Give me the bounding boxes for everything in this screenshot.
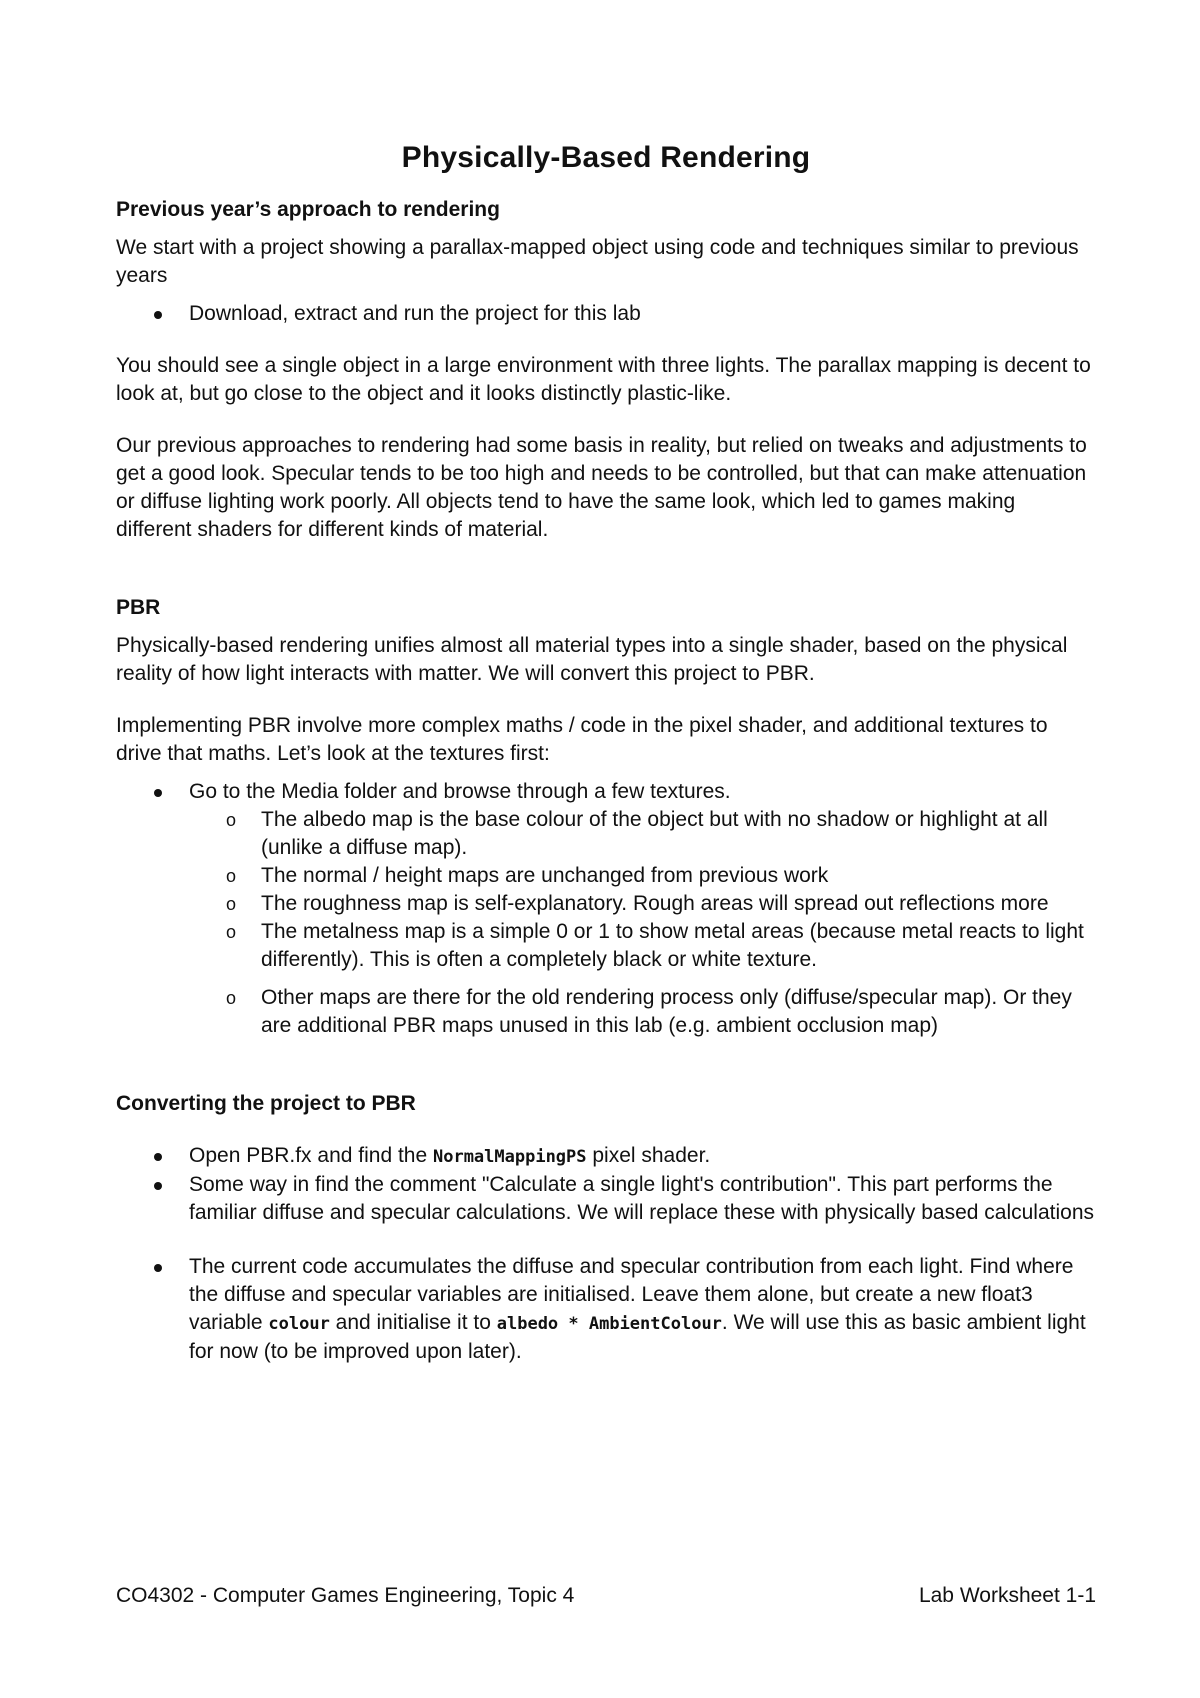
bullet-icon [154, 1153, 162, 1161]
sub-list-item [116, 984, 1096, 1040]
code-albedo-ambient: albedo * AmbientColour [496, 1314, 722, 1334]
circle-bullet-icon: o [226, 866, 237, 886]
sub-list-item-text: The metalness map is a simple 0 or 1 to show metal areas (because metal reacts to light differently). This is often a completely black or white texture. [261, 920, 1084, 971]
list-item [116, 300, 1096, 328]
paragraph-single-object: You should see a single object in a large environment with three lights. The parallax mapping is decent to look at, but go close to the object and it looks distinctly plastic-like. [116, 354, 1091, 405]
document-page [116, 140, 1096, 1366]
paragraph-previous-approaches: Our previous approaches to rendering had some basis in reality, but relied on tweaks and adjustments to get a good look. Specular tends to be too high and needs to be controlled, but that can make attenuation or diffuse lighting work poorly. All objects tend to have the same look, which led to games making different shaders for different kinds of material. [116, 434, 1087, 541]
footer-course-title: CO4302 - Computer Games Engineering, Topic 4 [116, 1584, 575, 1607]
list-item-text: pixel shader. [586, 1144, 711, 1167]
bullet-icon [154, 1182, 162, 1190]
code-colour: colour [268, 1314, 330, 1334]
sub-list-item-text: The roughness map is self-explanatory. Rough areas will spread out reflections more [261, 892, 1049, 915]
bullet-list-converting [116, 1142, 1096, 1366]
circle-bullet-icon: o [226, 894, 237, 914]
list-item-text: . We will use this as basic ambient light for now (to be improved upon later). [189, 1311, 1086, 1363]
sub-list-item [116, 806, 1096, 862]
sub-list-item [116, 890, 1096, 918]
footer-worksheet-label: Lab Worksheet 1-1 [918, 1584, 1096, 1607]
sub-list-item [116, 918, 1096, 974]
sub-list-item-text: The normal / height maps are unchanged from previous work [261, 864, 829, 887]
sub-list-item-text: Other maps are there for the old rendering process only (diffuse/specular map). Or they are additional PBR maps unused in this lab (e.g. ambient occlusion map) [261, 986, 1072, 1037]
sub-list-item [116, 862, 1096, 890]
list-item-text: Download, extract and run the project for this lab [189, 302, 641, 325]
section-heading-pbr: PBR [116, 596, 161, 619]
list-item-text: The current code accumulates the diffuse and specular contribution from each light. Find where the diffuse and specular variables are initialised. Leave them alone, but create a new float3 variable [189, 1255, 1074, 1334]
bullet-list-textures [116, 778, 1096, 1040]
code-normalmappingps: NormalMappingPS [432, 1147, 587, 1167]
bullet-list-download [116, 300, 1096, 328]
bullet-icon [154, 1264, 162, 1272]
bullet-icon [154, 789, 162, 797]
list-item-text: Go to the Media folder and browse through a few textures. [189, 780, 731, 803]
paragraph-pbr-definition: Physically-based rendering unifies almost all material types into a single shader, based on the physical reality of how light interacts with matter. We will convert this project to PBR. [116, 634, 1068, 685]
list-item [116, 1142, 1096, 1171]
paragraph-implementing-pbr: Implementing PBR involve more complex maths / code in the pixel shader, and additional textures to drive that maths. Let’s look at the textures first: [116, 714, 1048, 765]
list-item-text: and initialise it to [329, 1311, 497, 1334]
list-item-text: Some way in find the comment "Calculate a single light's contribution". This part performs the familiar diffuse and specular calculations. We will replace these with physically based calculations [189, 1173, 1095, 1224]
circle-bullet-icon: o [226, 988, 237, 1008]
circle-bullet-icon: o [226, 922, 237, 942]
section-heading-converting: Converting the project to PBR [116, 1092, 416, 1115]
page-title: Physically-Based Rendering [401, 141, 811, 174]
bullet-icon [154, 311, 162, 319]
section-heading-previous-approach: Previous year’s approach to rendering [116, 198, 500, 221]
paragraph-intro: We start with a project showing a parallax-mapped object using code and techniques similar to previous years [116, 236, 1079, 287]
list-item [116, 1171, 1096, 1227]
circle-bullet-icon: o [226, 810, 237, 830]
list-item [116, 778, 1096, 806]
list-item-text: Open PBR.fx and find the [189, 1144, 433, 1167]
sub-list-item-text: The albedo map is the base colour of the object but with no shadow or highlight at all (unlike a diffuse map). [261, 808, 1048, 859]
list-item [116, 1253, 1096, 1366]
